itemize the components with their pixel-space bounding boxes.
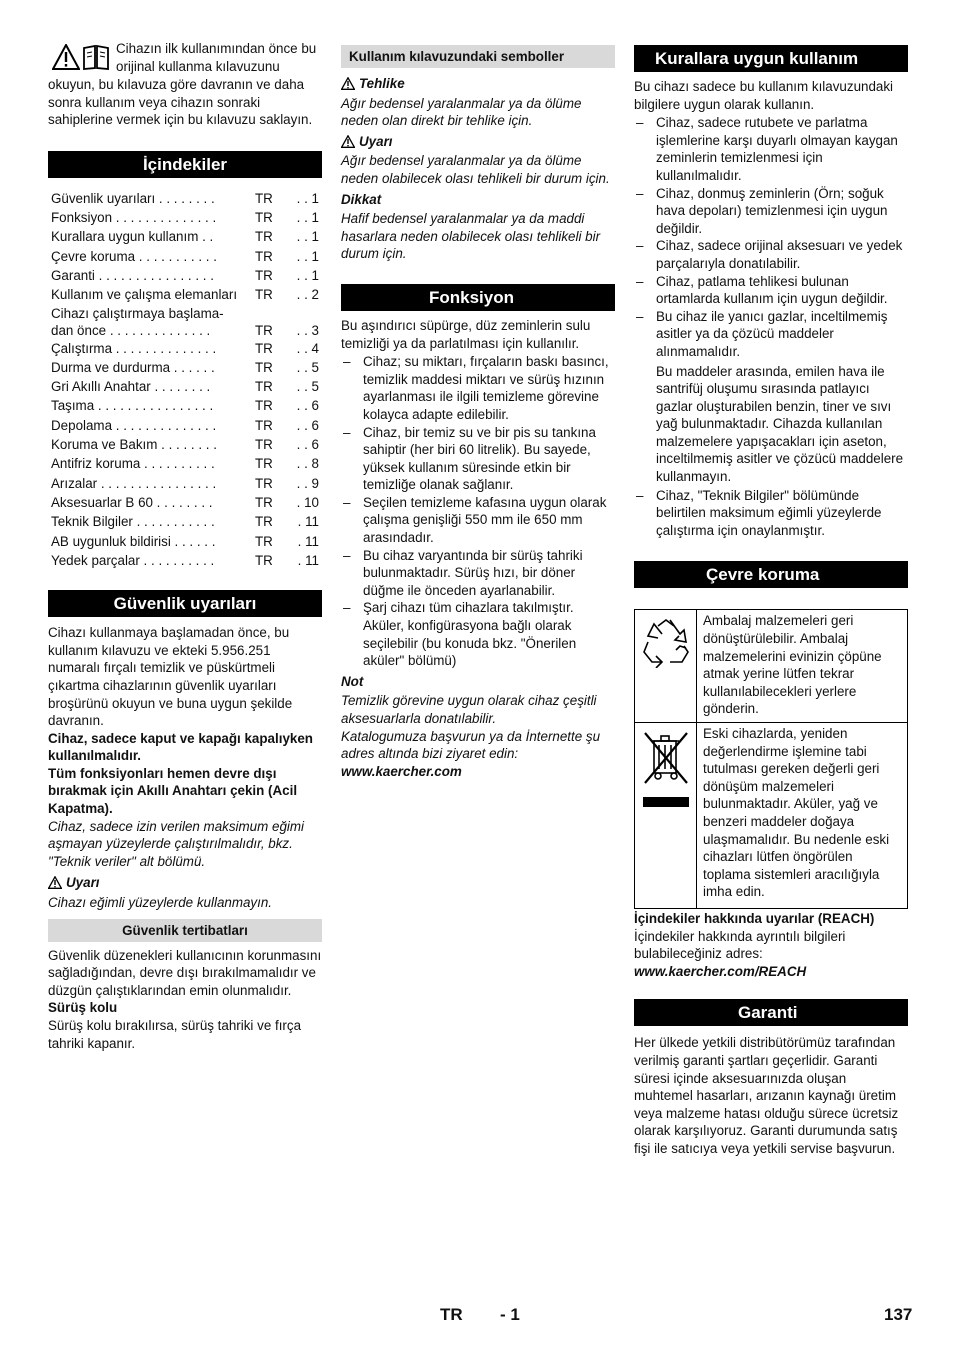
toc-lang: TR [255, 229, 273, 245]
toc-title: Çevre koruma . . . . . . . . . . . [51, 248, 217, 264]
footer-section-text: - 1 [500, 1305, 520, 1324]
toc-row[interactable] [51, 285, 322, 304]
list-item: – Cihaz, sadece rutubete ve parlatma işlemlerine karşı duyarlı olmayan kaygan zeminlerin temizlenmesi için kullanılmalıdır. [634, 114, 908, 184]
warning-label-text: Uyarı [359, 133, 393, 149]
toc-row[interactable] [51, 305, 322, 339]
crossed-bin-icon [641, 729, 691, 809]
toc-row[interactable] [51, 454, 322, 473]
toc-row[interactable] [51, 493, 322, 512]
warranty-text: Her ülkede yetkili distribütörümüz tarafından verilmiş garanti şartları geçerlidir. Garanti süresi içinde aksesuarınızda oluşan muhtemel hasarları, arızanın kaynağı üretim veya malzeme hatası olduğu sürece ücretsiz olarak karşılıyoruz. Garanti durumunda satış fişi ile satıcıya veya yetkili servise başvurun. [634, 1035, 899, 1156]
toc-lang: TR [255, 287, 273, 303]
toc-page: . . 1 [296, 229, 319, 245]
intended-use-section [634, 78, 908, 539]
toc-lang: TR [255, 552, 273, 568]
toc-row[interactable] [51, 435, 322, 454]
website-link[interactable]: www.kaercher.com [341, 763, 462, 779]
toc-lang: TR [255, 248, 273, 264]
warning-label-text: Uyarı [66, 875, 100, 891]
toc-lang: TR [255, 494, 273, 510]
toc-page: . 10 [296, 494, 319, 510]
warning-triangle-icon [341, 135, 355, 148]
toc-page: . . 5 [296, 379, 319, 395]
intro-text-indent: Cihazın ilk kullanımından önce bu orijinal kullanma kılavuzunu [116, 41, 317, 74]
safety-text: Cihazı kullanmaya başlamadan önce, bu kullanım kılavuzu ve ekteki 5.956.251 numaralı fırçalı temizlik ve püskürtmeli çıkartma cihazlarının güvenlik uyarıları broşürünü okuyun ve buna uygun şekilde davranın. [48, 625, 293, 729]
toc-title: Garanti . . . . . . . . . . . . . . . . [51, 267, 214, 283]
toc-row[interactable] [51, 266, 322, 285]
intended-use-note: Bu maddeler arasında, emilen hava ile santrifüj oluşumu sırasında patlayıcı gazlar oluşturabilen benzin, tiner ve sıvı yağ bulunmaktadır. Cihazda kullanılan malzemelere yapışacakları için aseton, inceltilmemiş asitler ve çözücü maddelere kullanmayın. [656, 363, 904, 485]
intended-use-intro: Bu cihazı sadece bu kullanım kılavuzundaki bilgilere uygun olarak kullanın. [634, 79, 894, 112]
safety-warning-label [48, 874, 322, 892]
toc-title: Kurallara uygun kullanım . . [51, 229, 214, 245]
toc-page: . . 4 [296, 340, 319, 356]
note-text: Katalogumuza başvurun ya da İnternette şu adres altında bizi ziyaret edin: [341, 728, 601, 762]
safety-devices-heading: Güvenlik tertibatları [48, 919, 322, 942]
toc-title: Taşıma . . . . . . . . . . . . . . . . [51, 398, 214, 414]
function-heading: Fonksiyon [341, 284, 615, 311]
toc-page: . . 2 [296, 287, 319, 303]
toc-page: . . 1 [296, 248, 319, 264]
toc-title: Fonksiyon . . . . . . . . . . . . . . [51, 210, 217, 226]
toc-title: Durma ve durdurma . . . . . . [51, 359, 215, 375]
toc-title: Güvenlik uyarıları . . . . . . . . [51, 190, 215, 206]
reach-section [634, 910, 908, 980]
toc-row[interactable] [51, 208, 322, 227]
drive-lever-text: Sürüş kolu bırakılırsa, sürüş tahriki ve fırça tahriki kapanır. [48, 1018, 302, 1051]
toc-title: Cihazı çalıştırmaya başlama- dan önce . . . . . . . . . . . . . . [51, 305, 224, 338]
safety-italic-text: Cihaz, sadece izin verilen maksimum eğimi aşmayan yüzeylerde çalıştırılmalıdır, bkz. "Teknik veriler" alt bölümü. [48, 818, 304, 869]
list-item: – Bu cihaz varyantında bir sürüş tahriki bulunmaktadır. Sürüş hızı, bir döner düğme ile önceden ayarlanabilir. [341, 547, 615, 600]
toc-lang: TR [255, 437, 273, 453]
note-text: Temizlik görevine uygun olarak cihaz çeşitli aksesuarlarla donatılabilir. [341, 693, 597, 726]
toc-page: . 11 [297, 533, 319, 549]
toc-page: . . 1 [296, 210, 319, 226]
toc-lang: TR [255, 340, 273, 356]
toc-page: . . 5 [296, 359, 319, 375]
column-middle [341, 45, 615, 780]
caution-label: Dikkat [341, 191, 382, 207]
toc-page: . . 9 [296, 475, 319, 491]
danger-text: Ağır bedensel yaralanmalar ya da ölüme neden olan direkt bir tehlike için. [341, 95, 582, 129]
intro-icons [52, 44, 110, 70]
table-cell [635, 610, 697, 723]
toc-title: Kullanım ve çalışma elemanları [51, 287, 238, 303]
list-item: – Cihaz, "Teknik Bilgiler" bölümünde belirtilen maksimum eğimli yüzeylerde çalıştırma için onaylanmıştır. [634, 487, 908, 540]
toc-list [48, 189, 322, 570]
list-item: – Seçilen temizleme kafasına uygun olarak çalışma genişliği 550 mm ile 650 mm arasındadır. [341, 494, 615, 547]
footer-language: TR [440, 1305, 463, 1324]
toc-row[interactable] [51, 339, 322, 358]
reach-link[interactable]: www.kaercher.com/REACH [634, 963, 807, 979]
symbols-heading: Kullanım kılavuzundaki semboller [341, 45, 615, 68]
toc-row[interactable] [51, 551, 322, 570]
toc-page: . 11 [297, 514, 319, 530]
list-item: – Cihaz, patlama tehlikesi bulunan ortamlarda kullanım için uygun değildir. [634, 273, 908, 308]
list-item: – Cihaz; su miktarı, fırçaların baskı basıncı, temizlik maddesi miktarı ve sürüş hızının ayarlanması ile ilgili temizleme görevine kolayca adapte edilebilir. [341, 353, 615, 423]
intended-use-list [634, 487, 908, 540]
toc-lang: TR [255, 398, 273, 414]
environment-table [634, 609, 908, 909]
intro-text: okuyun, bu kılavuza göre davranın ve daha sonra kullanım veya cihazın sonraki sahiplerine vermek için bu kılavuzu saklayın. [48, 77, 313, 128]
table-row [635, 723, 908, 909]
toc-lang: TR [255, 417, 273, 433]
toc-lang: TR [255, 456, 273, 472]
warranty-heading: Garanti [634, 999, 908, 1026]
toc-page: . . 1 [296, 190, 319, 206]
intended-use-heading: Kurallara uygun kullanım [634, 45, 908, 72]
danger-label [341, 75, 615, 93]
toc-title: Koruma ve Bakım . . . . . . . . [51, 437, 217, 453]
warning-triangle-icon [52, 44, 80, 70]
toc-page: . 11 [297, 552, 319, 568]
symbols-section [341, 75, 615, 263]
toc-page: . . 1 [296, 267, 319, 283]
toc-lang: TR [255, 514, 273, 530]
toc-row[interactable] [51, 416, 322, 435]
table-row [635, 610, 908, 723]
toc-title: Depolama . . . . . . . . . . . . . . [51, 417, 217, 433]
list-item: – Bu cihaz ile yanıcı gazlar, inceltilmemiş asitler ya da çözücü maddeler alınmamalıdır. [634, 308, 908, 361]
toc-title: Teknik Bilgiler . . . . . . . . . . . [51, 514, 215, 530]
toc-page: . . 3 [296, 322, 319, 338]
toc-title: Aksesuarlar B 60 . . . . . . . . [51, 494, 213, 510]
function-section [341, 317, 615, 780]
safety-section [48, 624, 322, 1052]
warning-triangle-icon [341, 77, 355, 90]
toc-lang: TR [255, 267, 273, 283]
toc-row[interactable] [51, 396, 322, 415]
safety-warning-text: Cihazı eğimli yüzeylerde kullanmayın. [48, 895, 273, 911]
danger-label-text: Tehlike [359, 76, 405, 91]
safety-bold-text: Tüm fonksiyonları hemen devre dışı bırakmak için Akıllı Anahtarı çekin (Acil Kapatma). [48, 765, 298, 817]
toc-lang: TR [255, 533, 273, 549]
warning-label [341, 133, 615, 151]
list-item: – Cihaz, sadece orijinal aksesuarı ve yedek parçalarıyla donatılabilir. [634, 237, 908, 272]
toc-lang: TR [255, 359, 273, 375]
toc-page: . . 6 [296, 398, 319, 414]
list-item: – Şarj cihazı tüm cihazlara takılmıştır. Aküler, konfigürasyona bağlı olarak seçilebilir (bu konuda bkz. "Önerilen aküler" bölümü) [341, 599, 615, 669]
toc-title: Gri Akıllı Anahtar . . . . . . . . [51, 379, 211, 395]
warning-triangle-icon [48, 876, 62, 889]
toc-title: Yedek parçalar . . . . . . . . . . [51, 552, 215, 568]
list-item: – Cihaz, donmuş zeminlerin (Örn; soğuk hava depoları) temizlenmesi için uygun değildir. [634, 185, 908, 238]
toc-title: Arızalar . . . . . . . . . . . . . . . . [51, 475, 217, 491]
note-label: Not [341, 673, 364, 689]
toc-lang: TR [255, 190, 273, 206]
caution-text: Hafif bedensel yaralanmalar ya da maddi hasarlara neden olabilecek olası tehlikeli bir durum için. [341, 211, 601, 262]
table-cell: Eski cihazlarda, yeniden değerlendirme işlemine tabi tutulması gereken değerli geri dönüşüm malzemeleri bulunmaktadır. Aküler, yağ ve benzeri maddeler doğaya ulaşmamalıdır. Bu nedenle eski cihazları lütfen öngörülen toplama sistemleri aracılığıyla imha edin. [697, 723, 908, 909]
toc-page: . . 6 [296, 417, 319, 433]
environment-heading: Çevre koruma [634, 561, 908, 588]
recycling-icon [640, 616, 692, 668]
footer-section-number [500, 1306, 520, 1324]
page-number: 137 [884, 1305, 913, 1324]
toc-row[interactable] [51, 358, 322, 377]
toc-title: Antifriz koruma . . . . . . . . . . [51, 456, 215, 472]
toc-page: . . 8 [296, 456, 319, 472]
toc-lang: TR [255, 322, 273, 338]
toc-row[interactable] [51, 227, 322, 246]
toc-lang: TR [255, 475, 273, 491]
toc-lang: TR [255, 379, 273, 395]
toc-row[interactable] [51, 247, 322, 266]
column-left [48, 40, 322, 1052]
safety-devices-text: Güvenlik düzenekleri kullanıcının korunmasını sağladığından, devre dışı bırakılmamalıdır ve düzgün çalıştıklarından emin olunmalıdır. [48, 947, 322, 998]
safety-bold-text: Cihaz, sadece kaput ve kapağı kapalıyken kullanılmalıdır. [48, 730, 313, 764]
table-cell [635, 723, 697, 909]
column-right [634, 45, 908, 1158]
toc-row[interactable] [51, 532, 322, 551]
manual-book-icon [82, 44, 110, 70]
toc-title: AB uygunluk bildirisi . . . . . . [51, 533, 216, 549]
toc-title: Çalıştırma . . . . . . . . . . . . . . [51, 340, 217, 356]
list-item: – Cihaz, bir temiz su ve bir pis su tankına sahiptir (her biri 60 litrelik). Bu sayede, yüksek kullanım süresinde etkin bir temizliğe olanak sağlanır. [341, 424, 615, 494]
intended-use-list [634, 114, 908, 360]
toc-heading: İçindekiler [48, 151, 322, 178]
toc-row[interactable] [51, 512, 322, 531]
warning-text: Ağır bedensel yaralanmalar ya da ölüme neden olabilecek olası tehlikeli bir durum için. [341, 153, 610, 186]
drive-lever-label: Sürüş kolu [48, 1000, 118, 1016]
function-intro: Bu aşındırıcı süpürge, düz zeminlerin sulu temizliği ya da parlatılması için kullanılır. [341, 317, 591, 351]
function-list [341, 353, 615, 670]
table-cell: Ambalaj malzemeleri geri dönüştürülebilir. Ambalaj malzemelerini evinizin çöpüne atmak yerine lütfen tekrar kullanılabilecekleri yerlere gönderin. [697, 610, 908, 723]
intro-block [48, 40, 322, 129]
toc-row[interactable] [51, 474, 322, 493]
toc-page: . . 6 [296, 437, 319, 453]
toc-lang: TR [255, 210, 273, 226]
safety-heading: Güvenlik uyarıları [48, 590, 322, 617]
toc-row[interactable] [51, 377, 322, 396]
reach-text: İçindekiler hakkında ayrıntılı bilgileri bulabileceğiniz adres: [634, 928, 846, 962]
reach-heading: İçindekiler hakkında uyarılar (REACH) [634, 911, 875, 926]
toc-row[interactable] [51, 189, 322, 208]
